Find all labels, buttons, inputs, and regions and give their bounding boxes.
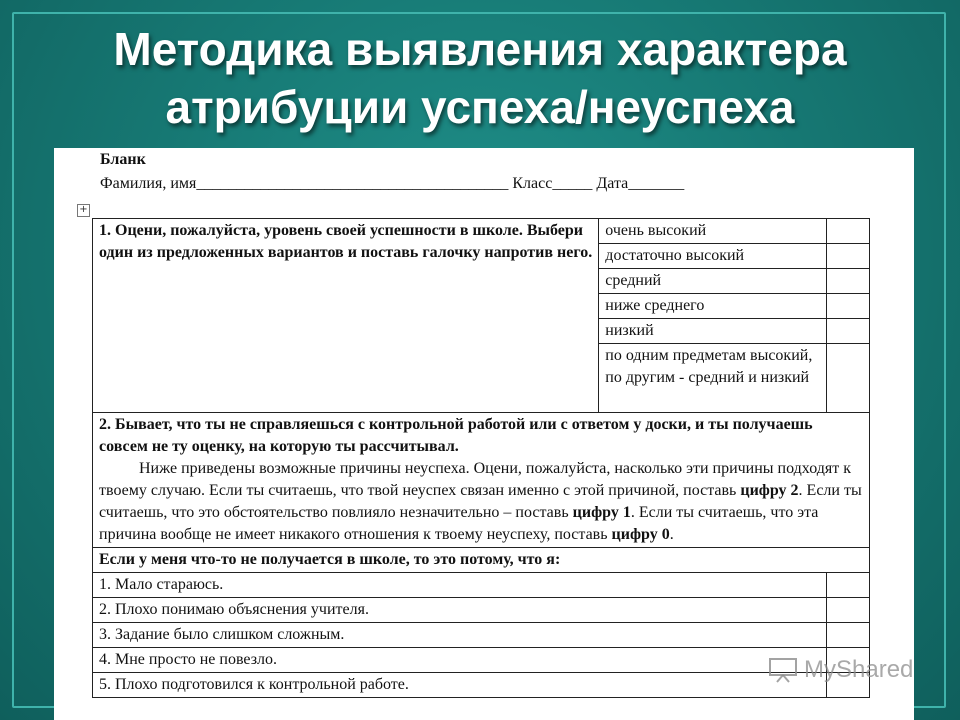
q2-block [93, 413, 870, 548]
q1-checkbox-cell[interactable] [826, 269, 869, 294]
title-line-2: атрибуции успеха/неуспеха [165, 81, 795, 133]
reason-item: 5. Плохо подготовился к контрольной работе. [93, 673, 827, 698]
q2-row [93, 413, 870, 548]
q1-option: очень высокий [599, 219, 827, 244]
reason-item: 2. Плохо понимаю объяснения учителя. [93, 598, 827, 623]
q1-option: средний [599, 269, 827, 294]
form-sheet [54, 148, 914, 720]
watermark [768, 656, 913, 684]
q1-option: низкий [599, 319, 827, 344]
reason-item: 1. Мало стараюсь. [93, 573, 827, 598]
q1-checkbox-cell[interactable] [826, 294, 869, 319]
q1-checkbox-cell[interactable] [826, 344, 869, 413]
reason-score-cell[interactable] [826, 598, 869, 623]
q1-checkbox-cell[interactable] [826, 319, 869, 344]
name-line: Фамилия, имя_______________________________________ Класс_____ Дата_______ [100, 175, 685, 192]
q1-option: по одним предметам высокий, по другим - средний и низкий [599, 344, 827, 413]
q2-instructions: Ниже приведены возможные причины неуспеха. Оцени, пожалуйста, насколько эти причины подходят к твоему случаю. Если ты считаешь, что твой неуспех связан именно с этой причиной, поставь цифру 2. Если ты считаешь, что это обстоятельство повлияло незначительно – поставь цифру 1. Если ты считаешь, что эта причина вообще не имеет никакого отношения к твоему неуспеху, поставь цифру 0. [99, 460, 862, 543]
watermark-text: MyShared [804, 656, 914, 683]
reason-score-cell[interactable] [826, 623, 869, 648]
reason-score-cell[interactable] [826, 573, 869, 598]
q2-title: 2. Бывает, что ты не справляешься с контрольной работой или с ответом у доски, и ты получаешь совсем не ту оценку, на которую ты рассчитывал. [99, 416, 813, 455]
reason-item: 4. Мне просто не повезло. [93, 648, 827, 673]
q1-question: 1. Оцени, пожалуйста, уровень своей успешности в школе. Выбери один из предложенных вариантов и поставь галочку напротив него. [93, 219, 599, 413]
slide-title [0, 20, 960, 136]
reasons-leadin: Если у меня что-то не получается в школе, то это потому, что я: [93, 548, 870, 573]
title-line-1: Методика выявления характера [113, 23, 847, 75]
q1-checkbox-cell[interactable] [826, 219, 869, 244]
q1-checkbox-cell[interactable] [826, 244, 869, 269]
q1-row [93, 219, 870, 244]
reason-item: 3. Задание было слишком сложным. [93, 623, 827, 648]
presentation-icon [768, 657, 798, 683]
q1-option: достаточно высокий [599, 244, 827, 269]
form-header: Бланк [100, 151, 146, 168]
q1-option: ниже среднего [599, 294, 827, 319]
table-move-handle-icon[interactable]: + [77, 204, 90, 217]
form-table [92, 218, 870, 698]
